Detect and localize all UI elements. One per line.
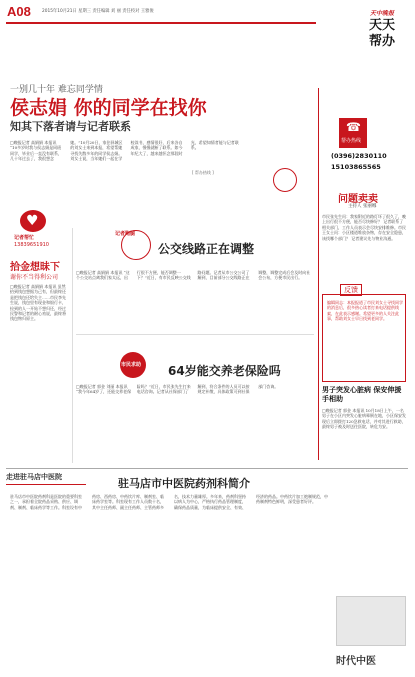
article2-body: □晚报记者 高娟娟 本报讯 虽然拾到钱包想据为己有，但最终还是把钱包还给失主……市民李先生说，钱包里有现金和银行卡，捡到的人一开始不想归还，经过民警和记者的耐心劝说，最终将钱包物归原主。	[10, 284, 66, 322]
section-title: 天天帮办	[368, 18, 395, 49]
article4-body: □晚报记者 郭金 刘丽 本报讯 “我今年64岁了，还能交养老保险吗？”近日，市民张先生打来电话咨询。记者从社保部门了解到，符合条件的人员可以按规定补缴，具体政策可到社保部门咨询。	[76, 384, 279, 395]
article-subhead: 知其下落者请与记者联系	[10, 120, 131, 133]
badge-label: 记者跑腿	[115, 231, 136, 237]
article3-body: □晚报记者 高娟娟 本报讯 “这个公交站点离我们家太远，出行很不方便，能否调整一下？”近日，有市民反映公交线路问题。记者从市公交公司了解到，目前部分公交线路正在调整，调整完成后会及时向社会公布，方便市民出行。	[76, 270, 311, 281]
page-header	[0, 0, 415, 22]
ad-top-border	[6, 468, 408, 469]
hotline-label: [ 帮办热线 ]	[192, 170, 214, 175]
article3-headline: 公交线路正在调整	[158, 242, 255, 256]
issue-date: 2015年10月21日 星期三 责任编辑 刘 丽 责任校对 王雅俊	[42, 9, 154, 14]
article4-headline: 64岁能交养老保险吗	[168, 364, 281, 378]
article1-body: □晚报记者 高娟娟 本报讯 “10多岁时我与侯志娟是同班同学，毕业后一直没有联系，几十年过去了，我很想念她。”10月20日，家住驿城区的刘女士来到本报，希望帮她寻找失散多年的同学侯志娟。刘女士说，当年她们一起在学校读书，感情很好，后来各自成家，慢慢就断了联系。如今年纪大了，越来越怀念那段时光，希望知情者能与记者联系。	[10, 140, 239, 162]
help-badge-label: 市民求助	[121, 362, 142, 368]
page-number: A08	[7, 4, 31, 19]
phone-icon: ☎	[346, 120, 361, 134]
sidebar-divider	[318, 88, 319, 460]
phone-2: 15103865565	[331, 163, 381, 171]
qa-title: 问题卖卖	[338, 194, 378, 205]
ad-footer: 时代中医	[336, 656, 376, 667]
section-logo	[360, 8, 404, 88]
feedback-letter-box	[322, 294, 406, 382]
header-rule	[6, 22, 316, 24]
ad-image	[336, 596, 406, 646]
column-divider	[72, 228, 73, 463]
hotline-badge	[12, 208, 58, 250]
section-divider	[76, 334, 314, 335]
article-headline: 侯志娟 你的同学在找你	[10, 97, 207, 119]
heart-icon: ♥	[26, 213, 39, 229]
ad-title-bar	[6, 472, 86, 485]
qa-host: 主持人 张丽娜	[348, 204, 377, 209]
sidebar-hotline	[325, 112, 405, 182]
story-body: □晚报记者 郭金 本报讯 10月18日上午，一名男子在小区内突发心脏病晕倒在地，小区保安发现后立即拨打120急救电话，并对其进行救助，最终男子被及时送往医院，转危为安。	[322, 408, 406, 430]
seek-stamp	[273, 168, 297, 192]
hotline-box	[339, 118, 367, 148]
article2-subhead: 谢你不当得利公司	[10, 274, 59, 281]
qa-body: 市民张先生问：我家附近的路灯坏了很久了，晚上出行很不方便，能否尽快修好？ 记者联系了相关部门，工作人员表示会尽快安排维修。市民王女士问：小区楼道堆放杂物，存在安全隐患，该找哪个部门？ 记者建议先与物业沟通。	[322, 214, 406, 241]
help-badge	[120, 352, 146, 378]
feedback-letter-body: 编辑同志：本报报道了市民刘女士寻找同学的消息后，很多热心读者打来电话提供线索，在此表示感谢。希望更多的人关注此事，帮助刘女士早日找到老同学。	[327, 300, 403, 322]
phone-1: (0396)2830110	[331, 152, 387, 160]
article-kicker: 一别几十年 难忘同学情	[10, 85, 103, 95]
article2-headline: 拾金想昧下	[10, 262, 60, 273]
feedback-stamp: 反馈	[340, 284, 362, 296]
hotline-number: 13839651910	[14, 242, 49, 248]
paper-logo: 天中晚报	[369, 10, 394, 17]
ad-body: 驻马店市中医院药剂科是医院的重要科室之一，承担着全院药品采购、供应、调剂、制剂、临床药学等工作。科室设有中药房、西药房、中药饮片库、制剂室、临床药学室等。科室现有工作人员数十名，其中主任药师、副主任药师、主管药师多名，技术力量雄厚。多年来，药剂科坚持以病人为中心，严格执行药品管理制度，确保药品质量，为临床提供安全、有效、经济的药品。中药饮片加工炮制规范，中药制剂特色鲜明，深受患者好评。	[10, 494, 328, 510]
ad-title: 走进驻马店中医院	[6, 473, 62, 481]
ad-headline: 驻马店市中医院药剂科简介	[118, 477, 250, 490]
errand-badge	[115, 226, 155, 266]
story-headline: 男子突发心脏病 保安伸援手相助	[322, 386, 402, 403]
help-logo-label: 记者帮忙	[14, 235, 35, 241]
sidebar-hotline-title: 帮办热线	[341, 138, 362, 144]
